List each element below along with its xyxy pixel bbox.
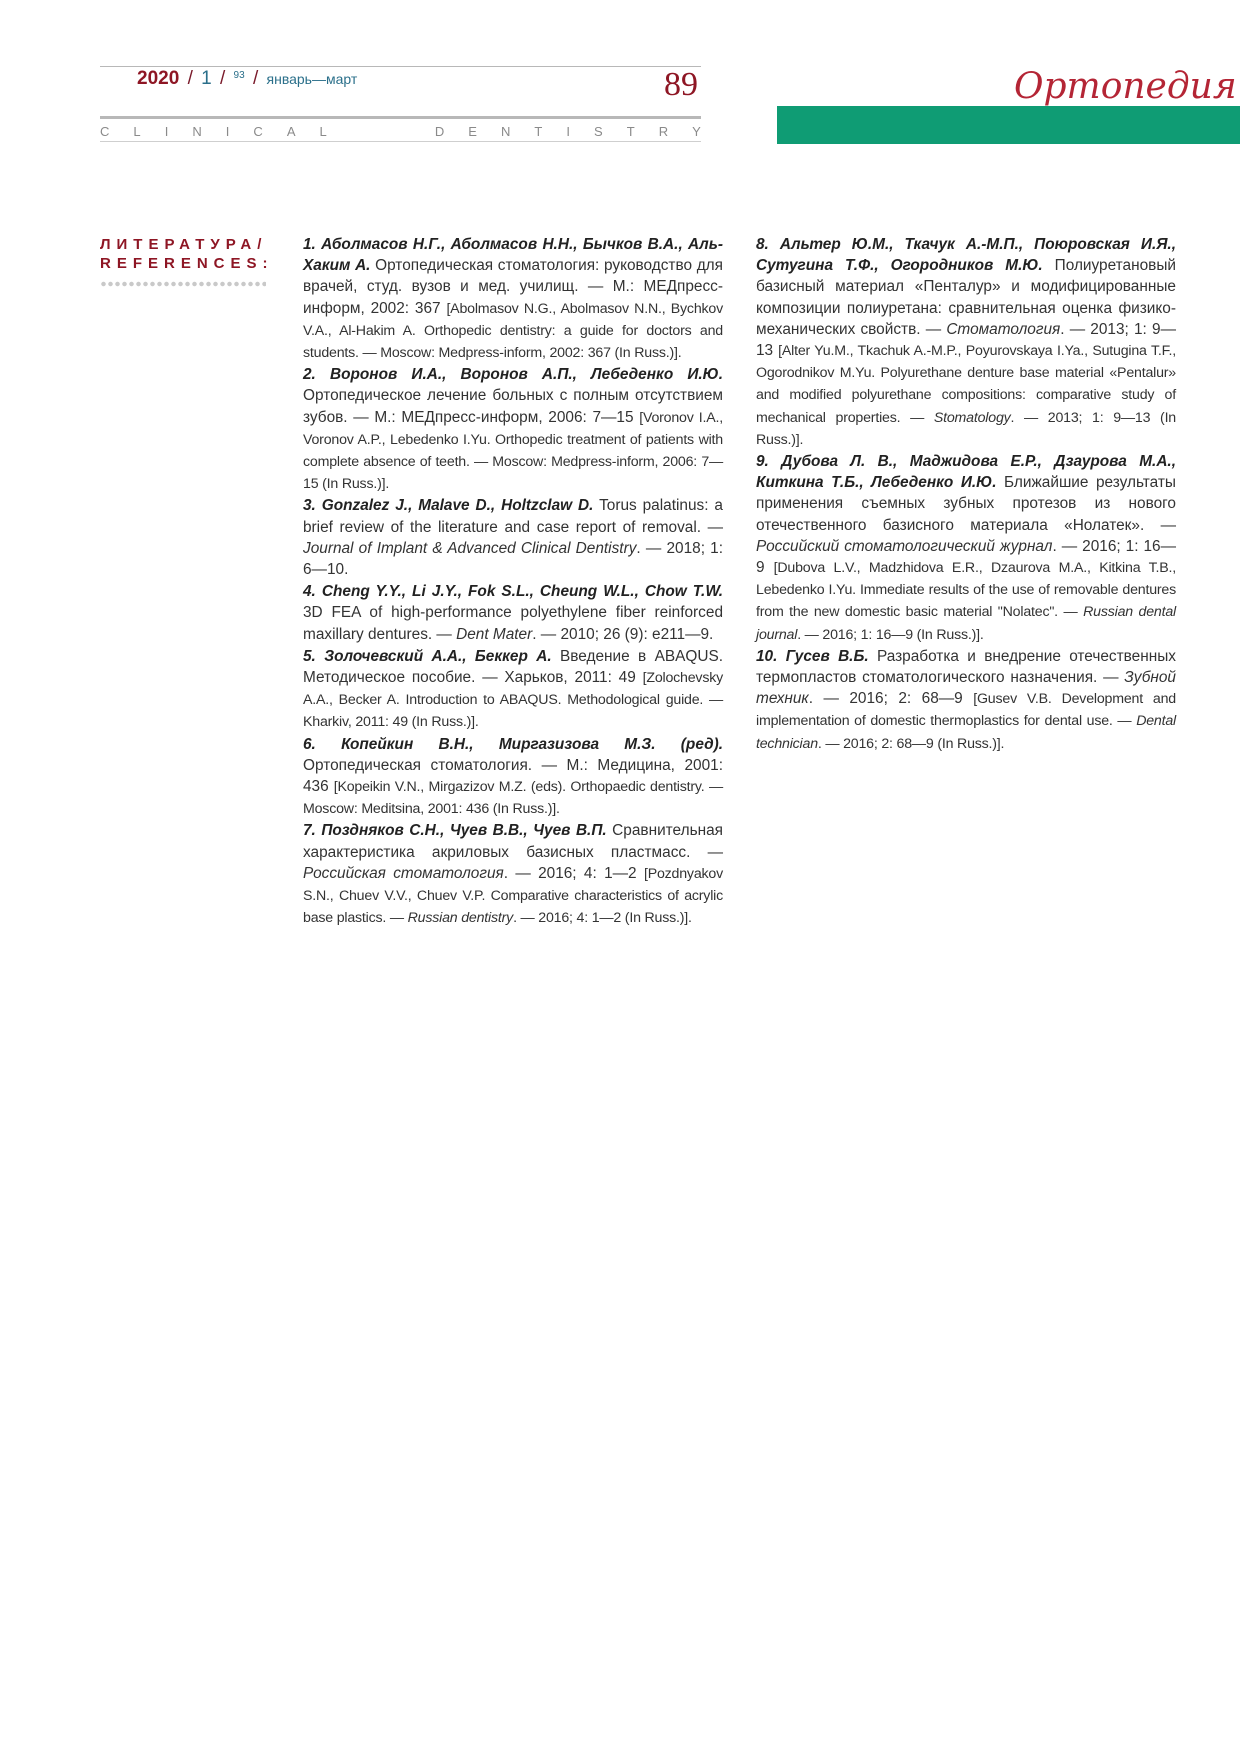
- reference-translation-journal: Russian dental journal: [756, 604, 1176, 643]
- journal-letter: L: [133, 124, 141, 139]
- reference-item: [303, 734, 723, 821]
- reference-text: 3D FEA of high-performance polyethylene fiber reinforced maxillary dentures. —: [303, 604, 723, 643]
- journal-letter: I: [566, 124, 570, 139]
- reference-text: Разработка и внедрение отечественных термопластов стоматологического назначения. —: [756, 647, 1176, 687]
- journal-letter: E: [468, 124, 477, 139]
- journal-name: [100, 124, 701, 139]
- issue-number: 1: [201, 68, 212, 89]
- section-title: Ортопедия: [1014, 66, 1237, 107]
- reference-text: Сравнительная характеристика акриловых базисных пластмасс. —: [303, 822, 723, 861]
- reference-journal: Зубной техник: [756, 669, 1176, 708]
- reference-authors: 4. Cheng Y.Y., Li J.Y., Fok S.L., Cheung W.L., Chow T.W.: [303, 583, 723, 601]
- page-number: 89: [664, 66, 698, 103]
- reference-details: . — 2018; 1: 6—10.: [303, 539, 723, 579]
- reference-journal: Российская стоматология: [303, 864, 504, 882]
- issue-info: [137, 68, 357, 90]
- reference-details: . — 2016; 1: 16—9: [756, 537, 1176, 577]
- reference-authors: 3. Gonzalez J., Malave D., Holtzclaw D.: [303, 497, 594, 515]
- references-label: [100, 235, 274, 273]
- reference-translation: [Kopeikin V.N., Mirgazizov M.Z. (eds). Orthopaedic dentistry. — Moscow: Meditsina, 2001: 436 (In Russ.)].: [303, 779, 723, 818]
- reference-translation: [Pozdnyakov S.N., Chuev V.V., Chuev V.P. Comparative characteristics of acrylic base plastics. —: [303, 865, 723, 927]
- reference-item: [756, 234, 1176, 451]
- reference-translation-details: . — 2013; 1: 9—13 (In Russ.)].: [756, 409, 1176, 448]
- reference-authors: 8. Альтер Ю.М., Ткачук А.-М.П., Поюровская И.Я., Сутугина Т.Ф., Огородников М.Ю.: [756, 236, 1176, 275]
- reference-translation-journal: Dental technician: [756, 713, 1176, 752]
- issue-year: 2020: [137, 68, 180, 89]
- reference-text: Torus palatinus: a brief review of the literature and case report of removal. —: [303, 497, 723, 536]
- separator: /: [187, 68, 193, 89]
- journal-underline: [100, 141, 701, 142]
- journal-letter: R: [658, 124, 669, 139]
- references-column-right: [756, 234, 1176, 755]
- reference-item: [303, 646, 723, 734]
- reference-item: [303, 495, 723, 581]
- reference-authors: 10. Гусев В.Б.: [756, 647, 869, 665]
- reference-translation: [Alter Yu.M., Tkachuk A.-M.P., Poyurovskaya I.Ya., Sutugina T.F., Ogorodnikov M.Yu. Polyurethane denture base material «Pentalur» and modified polyurethane compositions: comparative study of mechanical properties. —: [756, 343, 1176, 426]
- reference-text: Ортопедическое лечение больных с полным отсутствием зубов. — М.: МЕДпресс-информ, 2006: 7—15: [303, 387, 723, 426]
- reference-journal: Dent Mater: [456, 625, 533, 643]
- journal-letter: C: [100, 124, 110, 139]
- references-label-ru: ЛИТЕРАТУРА/: [100, 236, 268, 253]
- reference-translation: [Dubova L.V., Madzhidova E.R., Dzaurova M.A., Kitkina T.B., Lebedenko I.Yu. Immediate results of the use of removable dentures from the new domestic basic material "Nolatec". —: [756, 560, 1177, 621]
- reference-translation-details: . — 2016; 2: 68—9 (In Russ.)].: [817, 735, 1005, 752]
- journal-letter: I: [164, 124, 169, 139]
- reference-authors: 5. Золочевский А.А., Беккер А.: [303, 647, 552, 665]
- header-bottom-rule: [100, 116, 701, 119]
- journal-letter: Y: [692, 124, 701, 139]
- references-column-left: [303, 234, 723, 930]
- reference-translation-journal: Stomatology: [933, 409, 1011, 426]
- reference-item: [303, 581, 723, 646]
- reference-details: . — 2016; 2: 68—9: [808, 690, 974, 708]
- reference-journal: Journal of Implant & Advanced Clinical Dentistry: [303, 539, 637, 557]
- reference-text: Полиуретановый базисный материал «Пенталур» и модифицированные композиции полиуретана: сравнительная оценка физико-механических свойств. —: [756, 257, 1176, 338]
- reference-authors: 2. Воронов И.А., Воронов А.П., Лебеденко И.Ю.: [303, 366, 723, 384]
- reference-translation-journal: Russian dentistry: [407, 910, 514, 927]
- reference-item: [756, 646, 1176, 755]
- section-band: [777, 106, 1240, 144]
- journal-letter: D: [434, 124, 445, 139]
- reference-translation: [Zolochevsky A.A., Becker A. Introduction to ABAQUS. Methodological guide. — Kharkiv, 2011: 49 (In Russ.)].: [303, 670, 723, 731]
- reference-authors: 9. Дубова Л. В., Маджидова Е.Р., Дзаурова М.А., Киткина Т.Б., Лебеденко И.Ю.: [756, 453, 1176, 492]
- reference-translation-details: . — 2016; 1: 16—9 (In Russ.)].: [797, 626, 984, 643]
- issue-months: январь—март: [266, 71, 358, 87]
- reference-translation-details: . — 2016; 4: 1—2 (In Russ.)].: [513, 910, 692, 927]
- reference-item: [303, 234, 723, 364]
- reference-authors: 7. Поздняков С.Н., Чуев В.В., Чуев В.П.: [303, 822, 607, 840]
- reference-details: . — 2013; 1: 9—13: [756, 320, 1176, 360]
- reference-journal: Российский стоматологический журнал: [756, 537, 1053, 555]
- journal-letter: N: [500, 124, 511, 139]
- total-issue: 93: [233, 70, 245, 81]
- reference-text: Ортопедическая стоматология: руководство для врачей, студ. вузов и мед. училищ. — М.: МЕДпресс-информ, 2002: 367: [303, 257, 723, 317]
- reference-item: [756, 451, 1176, 646]
- journal-letter: S: [594, 124, 603, 139]
- reference-item: [303, 820, 723, 929]
- reference-text: Ортопедическая стоматология. — М.: Медицина, 2001: 436: [303, 756, 723, 796]
- reference-item: [303, 364, 723, 495]
- journal-gap: [351, 124, 411, 139]
- journal-letter: I: [225, 124, 230, 139]
- references-label-en: REFERENCES:: [100, 255, 274, 272]
- dotted-divider: [100, 281, 266, 287]
- journal-letter: T: [626, 124, 635, 139]
- reference-translation: [Gusev V.B. Development and implementation of domestic thermoplastics for dental use. —: [756, 691, 1176, 730]
- reference-authors: 6. Копейкин В.Н., Миргазизова М.З. (ред).: [303, 735, 723, 753]
- reference-translation: [Abolmasov N.G., Abolmasov N.N., Bychkov V.A., Al-Hakim A. Orthopedic dentistry: a guide for doctors and students. — Moscow: Medpress-inform, 2002: 367 (In Russ.)].: [303, 300, 723, 362]
- reference-text: Ближайшие результаты применения съемных зубных протезов из нового отечественного базисного материала «Нолатек». —: [756, 474, 1176, 534]
- journal-letter: L: [319, 124, 327, 139]
- reference-details: . — 2010; 26 (9): e211—9.: [532, 625, 714, 643]
- header-top-rule: [100, 66, 701, 67]
- separator: /: [252, 68, 259, 89]
- journal-letter: N: [192, 124, 202, 139]
- reference-authors: 1. Аболмасов Н.Г., Аболмасов Н.Н., Бычков В.А., Аль-Хаким А.: [303, 236, 723, 275]
- reference-text: Введение в ABAQUS. Методическое пособие. — Харьков, 2011: 49: [303, 647, 723, 687]
- reference-journal: Стоматология: [946, 320, 1061, 338]
- separator: /: [219, 68, 226, 89]
- journal-letter: T: [534, 124, 543, 139]
- reference-details: . — 2016; 4: 1—2: [503, 864, 644, 882]
- journal-letter: A: [286, 124, 296, 139]
- reference-translation: [Voronov I.A., Voronov A.P., Lebedenko I.Yu. Orthopedic treatment of patients with complete absence of teeth. — Moscow: Medpress-inform, 2006: 7—15 (In Russ.)].: [303, 409, 724, 493]
- journal-letter: C: [253, 124, 263, 139]
